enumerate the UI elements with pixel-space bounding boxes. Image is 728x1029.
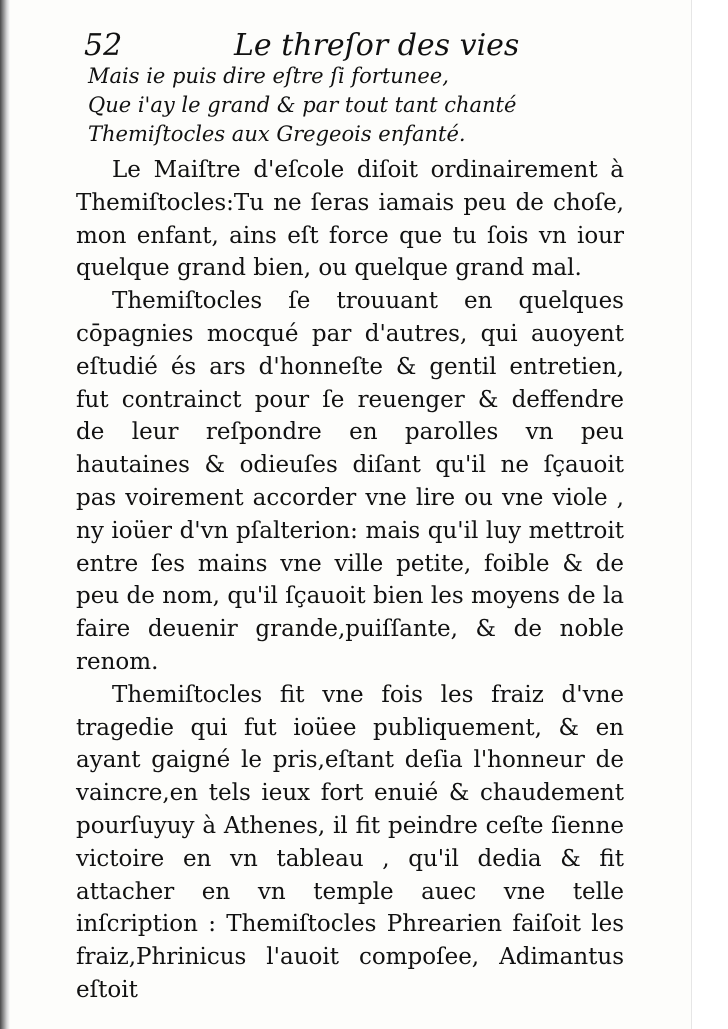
paragraph-company: Themiſtocles ſe trouuant en quelques cōpagnies mocqué par d'autres, qui auoyent eſtudié és ars d'honneſte & gentil entretien, fut contrainct pour ſe reuenger & deffendre de leur reſpondre en parolles vn peu hautaines & odieuſes diſant qu'il ne ſçauoit pas voirement accorder vne lire ou vne viole , ny ioüer d'vn pſalterion: mais qu'il luy mettroit entre ſes mains vne ville petite, foible & de peu de nom, qu'il ſçauoit bien les moyens de la faire deuenir grande,puiſſante, & de noble renom. [76,288,624,675]
paragraph-tragedy: Themiſtocles fit vne fois les fraiz d'vne tragedie qui fut ioüee publiquement, & en ayant gaigné le pris,eſtant deſia l'honneur de vaincre,en tels ieux fort enuié & chaudement pourſuyuy à Athenes, il fit peindre ceſte ſienne victoire en vn tableau , qu'il dedia & fit attacher en vn temple auec vne telle inſcription : Themiſtocles Phrearien faiſoit les fraiz,Phrinicus l'auoit compoſee, Adimantus eſtoit [76,681,624,1003]
page-gutter-shadow [0,0,10,1029]
body-text [76,154,624,1007]
verse-line: Que i'ay le grand & par tout tant chanté [88,93,517,117]
running-title: Le threſor des vies [234,28,520,63]
paragraph-schoolmaster: Le Maiſtre d'eſcole diſoit ordinairement à Themiſtocles:Tu ne ſeras iamais peu de choſe, mon enfant, ains eſt force que tu ſois vn iour quelque grand bien, ou quelque grand mal. [76,157,624,282]
verse-line: Themiſtocles aux Gregeois enfanté. [88,122,466,146]
page-number: 52 [84,28,123,63]
verse-line: Mais ie puis dire eſtre ſi fortunee, [88,64,449,88]
verse-quotation [88,62,628,149]
page-margin-right [691,0,728,1029]
